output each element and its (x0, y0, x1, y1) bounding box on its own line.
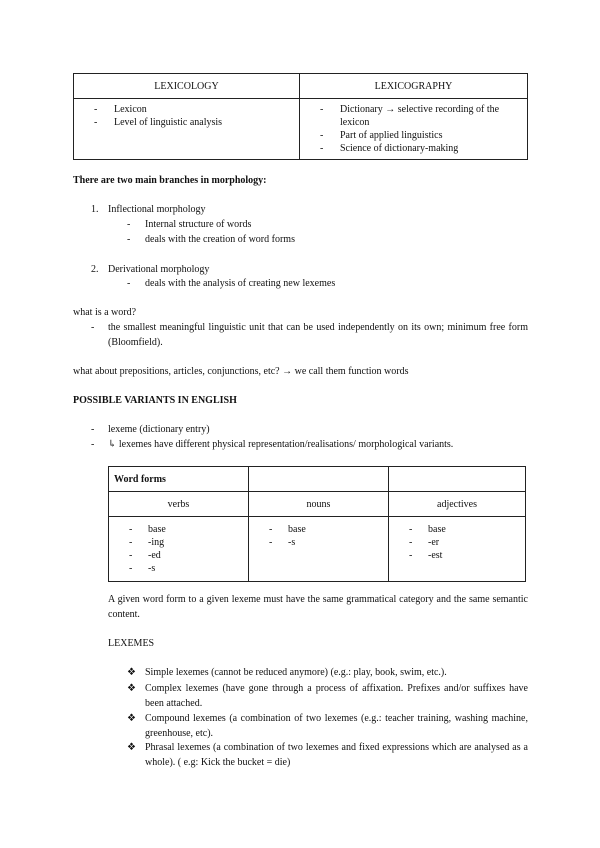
list-item: - Dictionary → selective recording of the lexicon (320, 104, 500, 128)
list-item: Compound lexemes (a combination of two lexemes (e.g.: teacher training, washing machine, greenhouse, etc). (145, 713, 528, 739)
verbs-header: verbs (109, 492, 249, 517)
diamond-bullet-icon: ❖ (127, 742, 136, 753)
word-question: what is a word? (73, 307, 137, 318)
list-item: Phrasal lexemes (a combination of two lexemes and fixed expressions which are analysed as a whole). ( e.g: Kick the bucket = die) (145, 742, 528, 768)
dash-icon: - (127, 278, 131, 289)
list-item: - base (409, 524, 446, 535)
list-item: - Science of dictionary-making (320, 143, 459, 154)
list-item: - -er (409, 537, 440, 548)
adjectives-cell (389, 517, 526, 582)
list-item: Complex lexemes (have gone through a process of affixation. Prefixes and/or suffixes have been attached. (145, 683, 528, 709)
word-forms-table (108, 466, 526, 582)
morphology-heading: There are two main branches in morphology: (73, 175, 267, 186)
dash-icon: - (91, 424, 95, 435)
dash-icon: - (91, 439, 95, 450)
dash-icon: - (91, 322, 95, 333)
lexemes-heading: LEXEMES (108, 638, 155, 649)
word-definition: the smallest meaningful linguistic unit that can be used independently on its own; minimum free form (Bloomfield). (108, 322, 528, 348)
word-forms-title-cell (109, 467, 249, 492)
list-item: Simple lexemes (cannot be reduced anymore) (e.g.: play, book, swim, etc.). (145, 667, 447, 678)
lexicology-header: LEXICOLOGY (74, 74, 300, 99)
list-item: - -s (129, 563, 156, 574)
diamond-bullet-icon: ❖ (127, 713, 136, 724)
list-item: deals with the analysis of creating new lexemes (145, 278, 336, 289)
list-item: - -ing (129, 537, 165, 548)
lexicography-header: LEXICOGRAPHY (300, 74, 528, 99)
verbs-cell (109, 517, 249, 582)
diamond-bullet-icon: ❖ (127, 683, 136, 694)
list-item: - base (269, 524, 306, 535)
function-words-note: what about prepositions, articles, conjunctions, etc? → we call them function words (73, 366, 409, 377)
list-item: lexeme (dictionary entry) (108, 424, 210, 435)
lexicology-table (73, 73, 528, 160)
list-item: ↳ lexemes have different physical representation/realisations/ morphological variants. (108, 439, 454, 450)
diamond-bullet-icon: ❖ (127, 667, 136, 678)
lexicography-cell (300, 99, 528, 160)
lexicology-cell (74, 99, 300, 160)
list-item: Internal structure of words (145, 219, 252, 230)
adjectives-header: adjectives (389, 492, 526, 517)
variants-heading: POSSIBLE VARIANTS IN ENGLISH (73, 395, 237, 406)
list-item: - Level of linguistic analysis (94, 117, 223, 128)
list-item: deals with the creation of word forms (145, 234, 295, 245)
list-item: - base (129, 524, 166, 535)
nouns-cell (249, 517, 389, 582)
word-forms-title: Word forms (114, 474, 166, 485)
dash-icon: - (127, 234, 131, 245)
list-item: - -ed (129, 550, 161, 561)
list-item: - -s (269, 537, 296, 548)
derivational-label: Derivational morphology (108, 264, 210, 275)
list-item: - Lexicon (94, 104, 147, 115)
dash-icon: - (127, 219, 131, 230)
nouns-header: nouns (249, 492, 389, 517)
list-item: - -est (409, 550, 443, 561)
list-number: 1. (91, 204, 99, 215)
inflectional-label: Inflectional morphology (108, 204, 206, 215)
list-item: - Part of applied linguistics (320, 130, 443, 141)
word-form-note: A given word form to a given lexeme must have the same grammatical category and the same semantic content. (108, 594, 528, 620)
list-number: 2. (91, 264, 99, 275)
